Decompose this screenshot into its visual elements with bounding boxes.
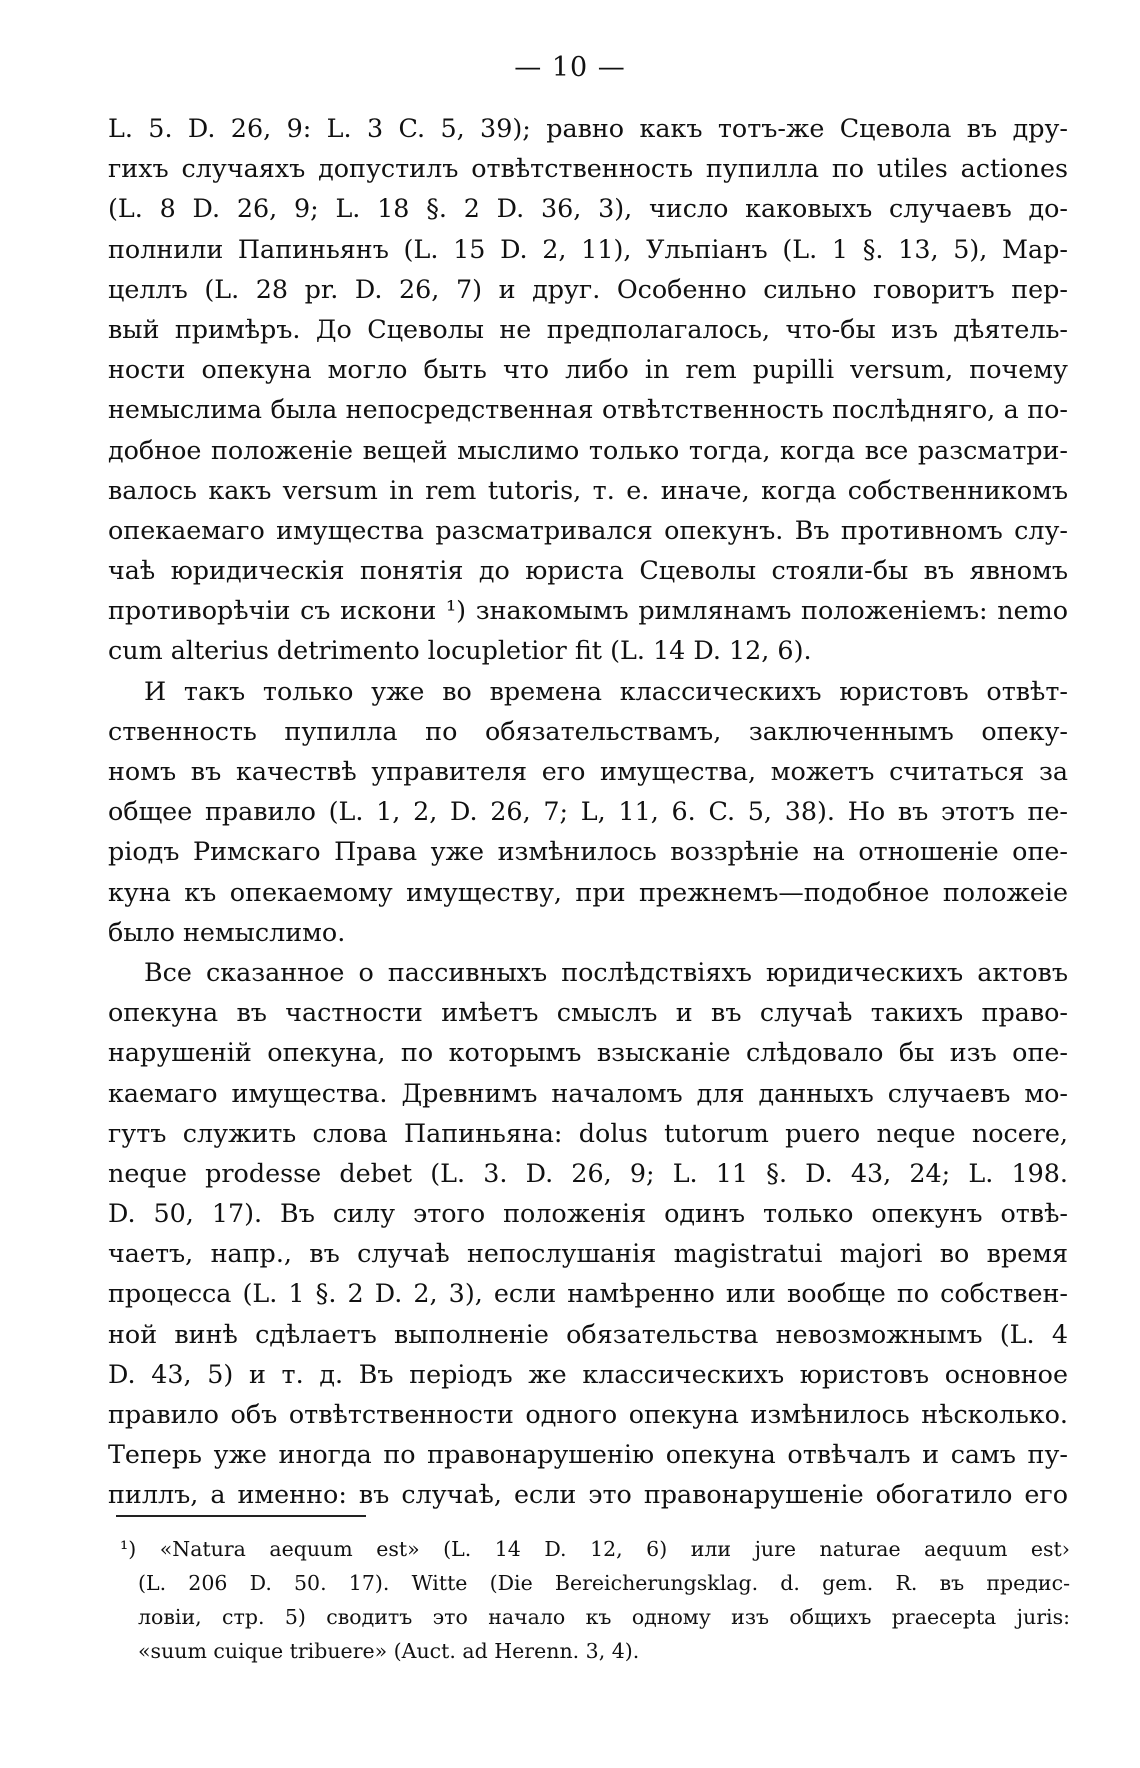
text-line: D. 50, 17). Въ силу этого положенія одинъ только опекунъ отвѣ- bbox=[108, 1198, 1068, 1229]
text-line: Теперь уже иногда по правонарушенію опекуна отвѣчалъ и самъ пу- bbox=[108, 1439, 1068, 1470]
text-line: валось какъ versum in rem tutoris, т. е. иначе, когда собственникомъ bbox=[108, 474, 1068, 505]
text-line: нарушеній опекуна, по которымъ взысканіе слѣдовало бы изъ опе- bbox=[108, 1037, 1068, 1068]
text-line: И такъ только уже во времена классическихъ юристовъ отвѣт- bbox=[144, 675, 1068, 706]
text-line: пиллъ, а именно: въ случаѣ, если это правонарушеніе обогатило его bbox=[108, 1479, 1068, 1510]
text-line: чаетъ, напр., въ случаѣ непослушанія magistratui majori во время bbox=[108, 1238, 1068, 1269]
text-line: целлъ (L. 28 pr. D. 26, 7) и друг. Особенно сильно говоритъ пер- bbox=[108, 273, 1068, 304]
text-line: немыслима была непосредственная отвѣтственность послѣдняго, а по- bbox=[108, 394, 1068, 425]
text-line: номъ въ качествѣ управителя его имущества, можетъ считаться за bbox=[108, 756, 1068, 786]
text-line: противорѣчіи съ искони ¹) знакомымъ римлянамъ положеніемъ: nemo bbox=[108, 595, 1068, 626]
text-line: полнили Папиньянъ (L. 15 D. 2, 11), Ульпіанъ (L. 1 §. 13, 5), Мар- bbox=[108, 233, 1068, 264]
text-line: правило объ отвѣтственности одного опекуна измѣнилось нѣсколько. bbox=[108, 1399, 1068, 1429]
footnote-line: (L. 206 D. 50. 17). Witte (Die Bereicherungsklag. d. gem. R. въ предис- bbox=[138, 1571, 1070, 1595]
text-line: вый примѣръ. До Сцеволы не предполагалось, что-бы изъ дѣятель- bbox=[108, 313, 1068, 344]
text-line: опекаемаго имущества разсматривался опекунъ. Въ противномъ слу- bbox=[108, 514, 1068, 545]
text-line: куна къ опекаемому имуществу, при прежнемъ—подобное положеіе bbox=[108, 876, 1068, 907]
text-line: ріодъ Римскаго Права уже измѣнилось воззрѣніе на отношеніе опе- bbox=[108, 836, 1068, 867]
text-line: гутъ служить слова Папиньяна: dolus tutorum puero neque nocere, bbox=[108, 1117, 1068, 1148]
text-line: ственность пупилла по обязательствамъ, заключеннымъ опеку- bbox=[108, 715, 1068, 746]
text-line: процесса (L. 1 §. 2 D. 2, 3), если намѣренно или вообще по собствен- bbox=[108, 1278, 1068, 1309]
text-line: было немыслимо. bbox=[108, 916, 346, 947]
footnote-line: ¹) «Natura aequum est» (L. 14 D. 12, 6) или jure naturae aequum est› bbox=[120, 1537, 1070, 1561]
page-number: — 10 — bbox=[514, 52, 626, 83]
text-line: (L. 8 D. 26, 9; L. 18 §. 2 D. 36, 3), число каковыхъ случаевъ до- bbox=[108, 193, 1068, 224]
text-line: добное положеніе вещей мыслимо только тогда, когда все разсматри- bbox=[108, 434, 1068, 465]
footnote-line: ловіи, стр. 5) сводитъ это начало къ одному изъ общихъ praecepta juris: bbox=[138, 1605, 1070, 1629]
footnote-divider bbox=[116, 1515, 366, 1517]
footnotes bbox=[120, 1532, 1070, 1668]
text-line: cum alterius detrimento locupletior fit (L. 14 D. 12, 6). bbox=[108, 635, 812, 666]
text-line: ной винѣ сдѣлаетъ выполненіе обязательства невозможнымъ (L. 4 bbox=[108, 1318, 1068, 1349]
text-line: опекуна въ частности имѣетъ смыслъ и въ случаѣ такихъ право- bbox=[108, 997, 1068, 1028]
footnote-line: «suum cuique tribuere» (Auct. ad Herenn. 3, 4). bbox=[138, 1639, 640, 1663]
text-line: чаѣ юридическія понятія до юриста Сцеволы стояли-бы въ явномъ bbox=[108, 555, 1068, 586]
text-line: каемаго имущества. Древнимъ началомъ для данныхъ случаевъ мо- bbox=[108, 1077, 1068, 1108]
text-line: общее правило (L. 1, 2, D. 26, 7; L, 11, 6. C. 5, 38). Но въ этотъ пе- bbox=[108, 796, 1068, 827]
text-line: гихъ случаяхъ допустилъ отвѣтственность пупилла по utiles actiones bbox=[108, 153, 1068, 184]
text-line: D. 43, 5) и т. д. Въ періодъ же классическихъ юристовъ основное bbox=[108, 1358, 1068, 1389]
text-line: neque prodesse debet (L. 3. D. 26, 9; L. 11 §. D. 43, 24; L. 198. bbox=[108, 1157, 1068, 1188]
text-line: Все сказанное о пассивныхъ послѣдствіяхъ юридическихъ актовъ bbox=[144, 956, 1068, 987]
body-text bbox=[108, 108, 1068, 1515]
text-line: ности опекуна могло быть что либо in rem pupilli versum, почему bbox=[108, 354, 1068, 385]
text-line: L. 5. D. 26, 9: L. 3 C. 5, 39); равно какъ тотъ-же Сцевола въ дру- bbox=[108, 113, 1068, 143]
